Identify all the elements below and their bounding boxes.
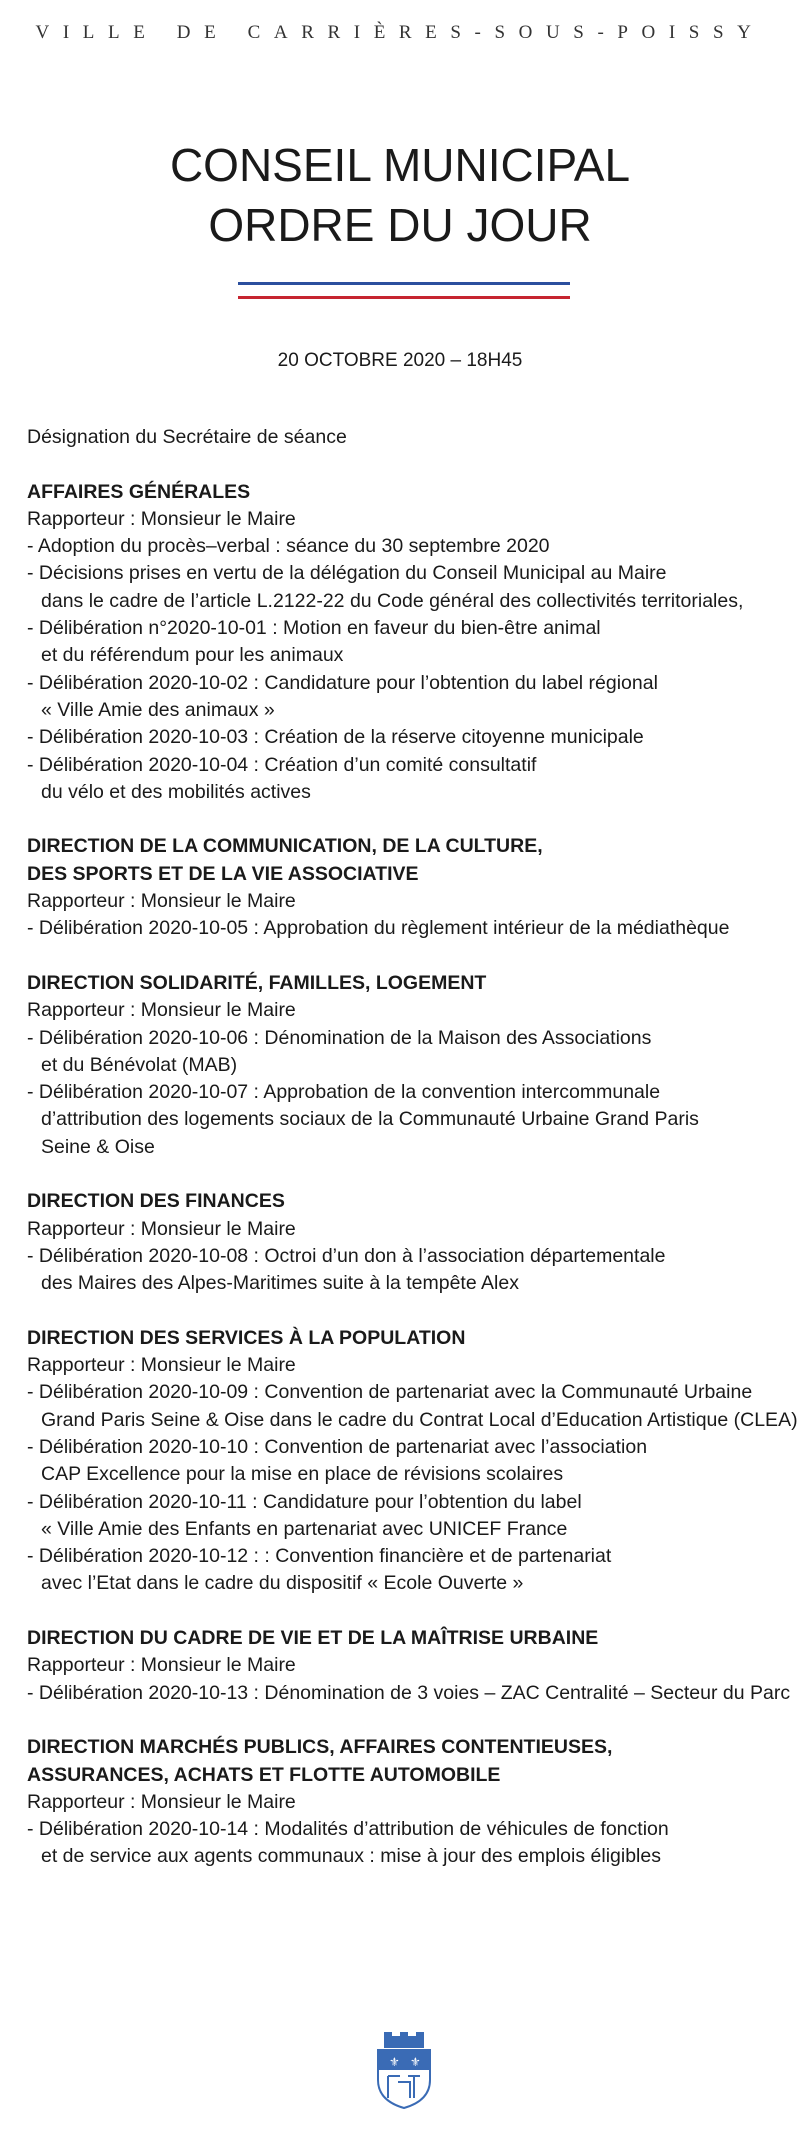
agenda-item <box>27 1243 797 1298</box>
agenda-item-text: - Délibération 2020-10-07 : Approbation de la convention intercommunale <box>27 1081 661 1104</box>
intro-line: Désignation du Secrétaire de séance <box>27 426 347 448</box>
section-title: DES SPORTS ET DE LA VIE ASSOCIATIVE <box>27 862 419 885</box>
section-title: DIRECTION SOLIDARITÉ, FAMILLES, LOGEMENT <box>27 971 487 994</box>
agenda-item-text: - Délibération n°2020-10-01 : Motion en faveur du bien-être animal <box>27 617 601 640</box>
agenda-item-continuation: et du Bénévolat (MAB) <box>41 1053 238 1076</box>
rapporteur-line: Rapporteur : Monsieur le Maire <box>27 890 296 913</box>
agenda-item <box>27 724 797 751</box>
agenda-item <box>27 1680 797 1707</box>
agenda-item-text: - Délibération 2020-10-11 : Candidature pour l’obtention du label <box>27 1490 582 1513</box>
agenda-item-continuation: dans le cadre de l’article L.2122-22 du Code général des collectivités territoriales, <box>41 589 744 612</box>
agenda-item-continuation: avec l’Etat dans le cadre du dispositif « Ecole Ouverte » <box>41 1572 524 1595</box>
rapporteur-line: Rapporteur : Monsieur le Maire <box>27 1654 296 1677</box>
agenda-item <box>27 615 797 670</box>
rapporteur-line: Rapporteur : Monsieur le Maire <box>27 1354 296 1377</box>
agenda-item <box>27 533 797 560</box>
agenda-item-text: - Délibération 2020-10-09 : Convention de partenariat avec la Communauté Urbaine <box>27 1381 753 1404</box>
section-title: DIRECTION DES SERVICES À LA POPULATION <box>27 1326 466 1349</box>
rapporteur-line: Rapporteur : Monsieur le Maire <box>27 1217 296 1240</box>
coat-of-arms-icon <box>374 2030 434 2110</box>
agenda-item-continuation: « Ville Amie des animaux » <box>41 698 275 721</box>
section-title: AFFAIRES GÉNÉRALES <box>27 480 251 503</box>
rapporteur-line: Rapporteur : Monsieur le Maire <box>27 1790 296 1813</box>
flag-stripe-blue <box>238 282 570 285</box>
agenda-item-continuation: d’attribution des logements sociaux de la Communauté Urbaine Grand Paris <box>41 1108 699 1131</box>
agenda-item-continuation: « Ville Amie des Enfants en partenariat avec UNICEF France <box>41 1517 568 1540</box>
agenda-content <box>27 424 797 1871</box>
agenda-item-continuation: Grand Paris Seine & Oise dans le cadre du Contrat Local d’Education Artistique (CLEA) <box>41 1408 798 1431</box>
agenda-section <box>27 1188 797 1297</box>
agenda-item <box>27 752 797 807</box>
agenda-item <box>27 1025 797 1080</box>
agenda-item-text: - Délibération 2020-10-05 : Approbation du règlement intérieur de la médiathèque <box>27 917 730 940</box>
rapporteur-line: Rapporteur : Monsieur le Maire <box>27 999 296 1022</box>
city-header: VILLE DE CARRIÈRES-SOUS-POISSY <box>35 22 765 43</box>
section-title: ASSURANCES, ACHATS ET FLOTTE AUTOMOBILE <box>27 1763 501 1786</box>
meeting-date: 20 OCTOBRE 2020 – 18H45 <box>277 350 523 371</box>
agenda-section <box>27 1625 797 1707</box>
agenda-item <box>27 1434 797 1489</box>
agenda-section <box>27 1734 797 1870</box>
agenda-item-continuation: et de service aux agents communaux : mise à jour des emplois éligibles <box>41 1845 661 1868</box>
agenda-item-text: - Délibération 2020-10-10 : Convention de partenariat avec l’association <box>27 1435 648 1458</box>
agenda-item-text: - Délibération 2020-10-12 : : Convention financière et de partenariat <box>27 1545 612 1568</box>
svg-text:⚜: ⚜ <box>389 2055 400 2069</box>
agenda-item-text: - Délibération 2020-10-14 : Modalités d’attribution de véhicules de fonction <box>27 1818 669 1841</box>
agenda-item <box>27 1816 797 1871</box>
agenda-item-text: - Délibération 2020-10-13 : Dénomination de 3 voies – ZAC Centralité – Secteur du Parc <box>27 1681 791 1704</box>
agenda-item-continuation: CAP Excellence pour la mise en place de révisions scolaires <box>41 1463 564 1486</box>
agenda-item-text: - Délibération 2020-10-03 : Création de la réserve citoyenne municipale <box>27 726 644 749</box>
agenda-item <box>27 1543 797 1598</box>
agenda-section <box>27 970 797 1161</box>
svg-text:⚜: ⚜ <box>410 2055 421 2069</box>
rapporteur-line: Rapporteur : Monsieur le Maire <box>27 507 296 530</box>
agenda-section <box>27 479 797 807</box>
agenda-item-continuation: Seine & Oise <box>41 1135 155 1158</box>
section-title: DIRECTION DU CADRE DE VIE ET DE LA MAÎTRISE URBAINE <box>27 1627 599 1650</box>
agenda-item-text: - Délibération 2020-10-08 : Octroi d’un don à l’association départementale <box>27 1244 666 1267</box>
agenda-item-continuation: et du référendum pour les animaux <box>41 644 344 667</box>
agenda-item-text: - Délibération 2020-10-06 : Dénomination de la Maison des Associations <box>27 1026 652 1049</box>
agenda-item <box>27 1379 797 1434</box>
page-title-line2: ORDRE DU JOUR <box>208 199 592 251</box>
agenda-section <box>27 1325 797 1598</box>
flag-stripe-red <box>238 296 570 299</box>
agenda-item-continuation: du vélo et des mobilités actives <box>41 780 311 803</box>
flag-stripe-white <box>238 288 570 291</box>
agenda-item <box>27 670 797 725</box>
agenda-item-text: - Décisions prises en vertu de la délégation du Conseil Municipal au Maire <box>27 562 667 585</box>
section-title: DIRECTION DE LA COMMUNICATION, DE LA CULTURE, <box>27 835 543 858</box>
agenda-item <box>27 1489 797 1544</box>
agenda-sections <box>27 479 797 1871</box>
agenda-item <box>27 1079 797 1161</box>
page-title <box>0 135 800 255</box>
agenda-item-text: - Délibération 2020-10-02 : Candidature pour l’obtention du label régional <box>27 671 658 694</box>
section-title: DIRECTION MARCHÉS PUBLICS, AFFAIRES CONTENTIEUSES, <box>27 1736 613 1759</box>
agenda-item <box>27 560 797 615</box>
agenda-item-text: - Adoption du procès–verbal : séance du 30 septembre 2020 <box>27 535 550 558</box>
section-title: DIRECTION DES FINANCES <box>27 1190 285 1213</box>
agenda-section <box>27 833 797 942</box>
agenda-item-continuation: des Maires des Alpes-Maritimes suite à la tempête Alex <box>41 1272 519 1295</box>
page-title-line1: CONSEIL MUNICIPAL <box>169 139 631 191</box>
agenda-item <box>27 915 797 942</box>
agenda-item-text: - Délibération 2020-10-04 : Création d’un comité consultatif <box>27 753 537 776</box>
